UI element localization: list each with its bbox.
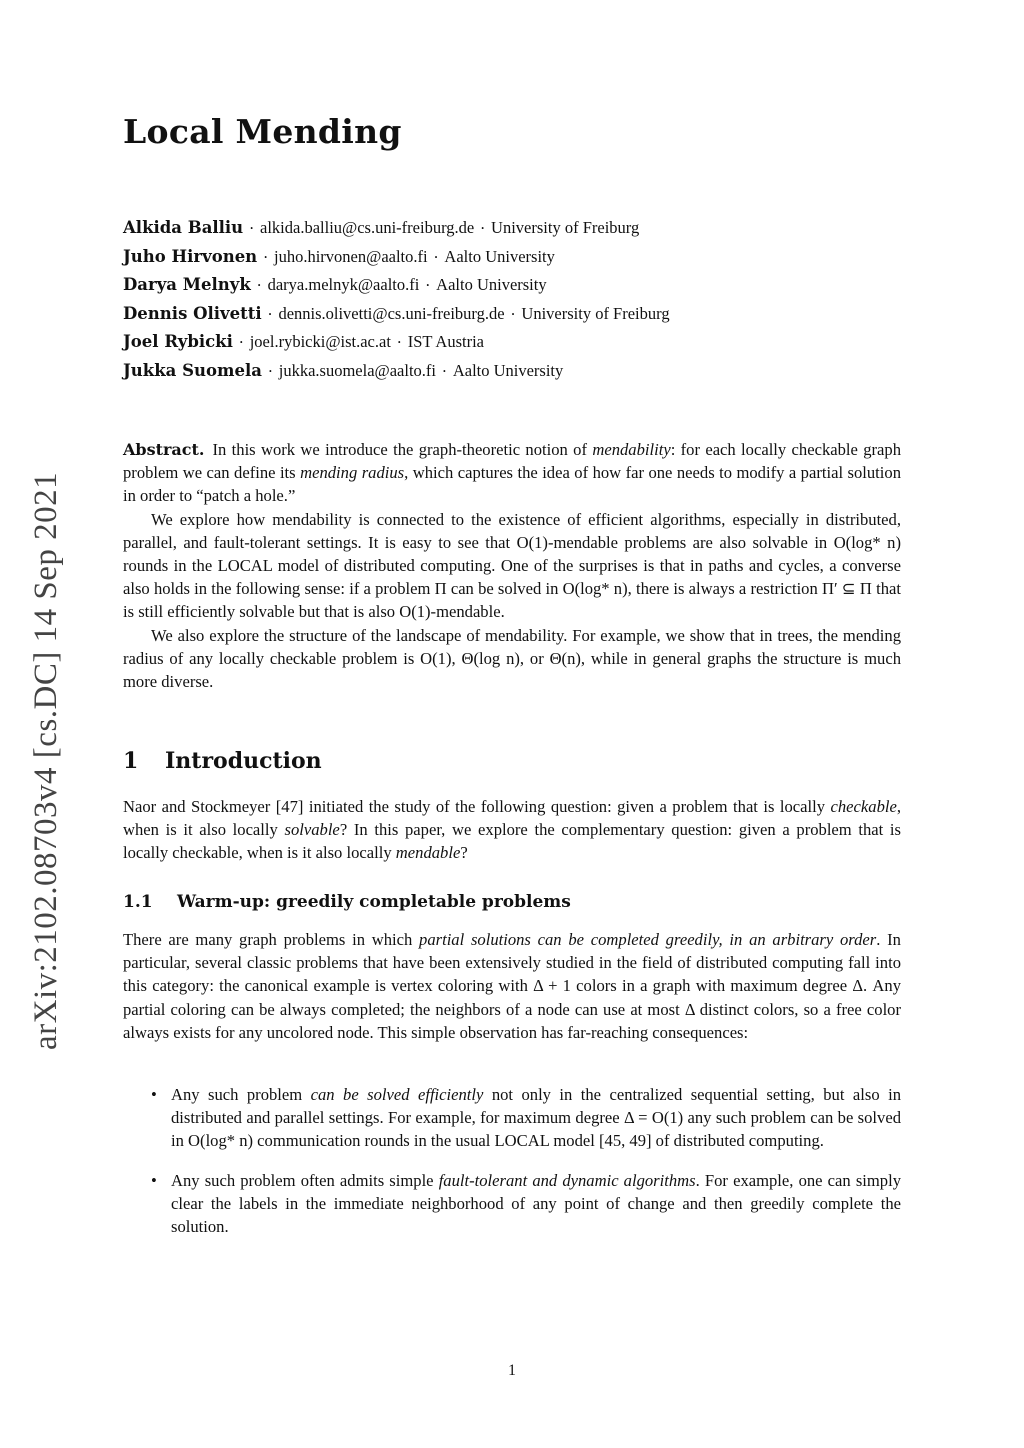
arxiv-side-label: arXiv:2102.08703v4 [cs.DC] 14 Sep 2021 [28,471,64,1050]
abstract-emphasis: mending radius [300,463,405,483]
subsection-title: Warm-up: greedily completable problems [177,892,571,912]
author-affiliation: IST Austria [407,332,484,352]
author-email[interactable]: darya.melnyk@aalto.fi [267,275,420,295]
body-text: Any such problem [171,1085,311,1104]
author-name: Joel Rybicki [123,332,233,352]
author-entry: Jukka Suomela · jukka.suomela@aalto.fi · Aalto University [123,360,564,380]
body-text: . For example, one can simply clear the labels in the immediate neighborhood of any point of change and then greedily complete the solution. [171,1170,901,1237]
list-item [123,1169,901,1239]
author-list [123,216,923,388]
body-emphasis: fault-tolerant and dynamic algorithms [438,1170,696,1190]
abstract-label: Abstract. [123,440,205,459]
page-number: 1 [508,1362,516,1379]
abstract-text: , which captures the idea of how far one needs to modify a partial solution in order to “patch a hole.” [123,463,901,506]
body-text: ? In this paper, we explore the complementary question: given a problem that is locally checkable, when is it also locally [123,820,901,863]
body-text: . In particular, several classic problems that have been extensively studied in the field of distributed computing fall into this category: the canonical example is vertex coloring with Δ + 1 colors in a graph with maximum degree Δ. Any partial coloring can be always completed; the neighbors of a node can use at most Δ distinct colors, so a free color always exists for any uncolored node. This simple observation has far-reaching consequences: [123,930,901,1042]
bullet-icon: • [151,1170,157,1190]
author-affiliation: Aalto University [436,275,547,295]
body-emphasis: partial solutions can be completed greedily, in an arbitrary order [419,930,877,949]
list-item [123,1083,901,1153]
abstract-text: : for each locally checkable graph problem we can define its [123,440,902,483]
body-emphasis: mendable [395,843,461,863]
author-email[interactable]: joel.rybicki@ist.ac.at [249,332,391,352]
author-affiliation: University of Freiburg [521,303,670,323]
body-text: ? [460,843,468,863]
author-email[interactable]: jukka.suomela@aalto.fi [278,360,436,380]
author-name: Alkida Balliu [123,218,244,237]
warmup-paragraph [123,928,901,1044]
abstract-paragraph [123,438,901,508]
body-text: not only in the centralized sequential setting, but also in distributed and parallel settings. For example, for maximum degree Δ = O(1) any such problem can be solved in O(log* n) communication rounds in the usual LOCAL model [45, 49] of distributed computing. [171,1085,901,1151]
abstract-paragraph: We also explore the structure of the landscape of mendability. For example, we show that in trees, the mending radius of any locally checkable problem is O(1), Θ(log n), or Θ(n), while in general graphs the structure is much more diverse. [123,625,901,692]
intro-paragraph [123,795,901,865]
author-entry: Darya Melnyk · darya.melnyk@aalto.fi · Aalto University [123,275,547,295]
abstract [123,438,901,693]
body-text: There are many graph problems in which [123,930,420,949]
author-email[interactable]: juho.hirvonen@aalto.fi [274,246,428,266]
paper-title: Local Mending [123,112,402,151]
author-affiliation: Aalto University [444,246,555,266]
author-entry: Joel Rybicki · joel.rybicki@ist.ac.at · IST Austria [123,332,484,352]
abstract-emphasis: mendability [592,440,671,459]
body-emphasis: can be solved efficiently [310,1085,484,1104]
author-entry: Juho Hirvonen · juho.hirvonen@aalto.fi · Aalto University [123,246,555,266]
subsection-number: 1.1 [123,892,153,912]
abstract-paragraph: We explore how mendability is connected to the existence of efficient algorithms, especially in distributed, parallel, and fault-tolerant settings. It is easy to see that O(1)-mendable problems are also solvable in O(log* n) rounds in the LOCAL model of distributed computing. One of the surprises is that in paths and cycles, a converse also holds in the following sense: if a problem Π can be solved in O(log* n), there is always a restriction Π′ ⊆ Π that is still efficiently solvable but that is also O(1)-mendable. [123,509,901,622]
body-text: Naor and Stockmeyer [47] initiated the study of the following question: given a problem that is locally [123,797,831,816]
author-affiliation: University of Freiburg [491,218,640,237]
section-title: Introduction [165,748,322,774]
section-number: 1 [123,748,139,774]
body-emphasis: solvable [284,820,340,840]
author-name: Juho Hirvonen [123,246,258,266]
body-emphasis: checkable [830,797,897,816]
body-text: , when is it also locally [123,797,901,840]
bullet-icon: • [151,1085,157,1104]
author-email[interactable]: dennis.olivetti@cs.uni-freiburg.de [278,303,505,323]
section-heading [123,748,322,774]
author-name: Darya Melnyk [123,275,251,295]
author-entry: Dennis Olivetti · dennis.olivetti@cs.uni-freiburg.de · University of Freiburg [123,303,670,323]
body-text: Any such problem often admits simple [171,1170,439,1190]
abstract-text: In this work we introduce the graph-theoretic notion of [212,440,593,459]
subsection-heading [123,892,571,912]
consequence-list [123,1083,901,1254]
author-entry: Alkida Balliu · alkida.balliu@cs.uni-freiburg.de · University of Freiburg [123,218,640,237]
author-email[interactable]: alkida.balliu@cs.uni-freiburg.de [260,218,475,237]
author-name: Dennis Olivetti [123,303,262,323]
author-name: Jukka Suomela [123,360,262,380]
author-affiliation: Aalto University [452,360,564,380]
